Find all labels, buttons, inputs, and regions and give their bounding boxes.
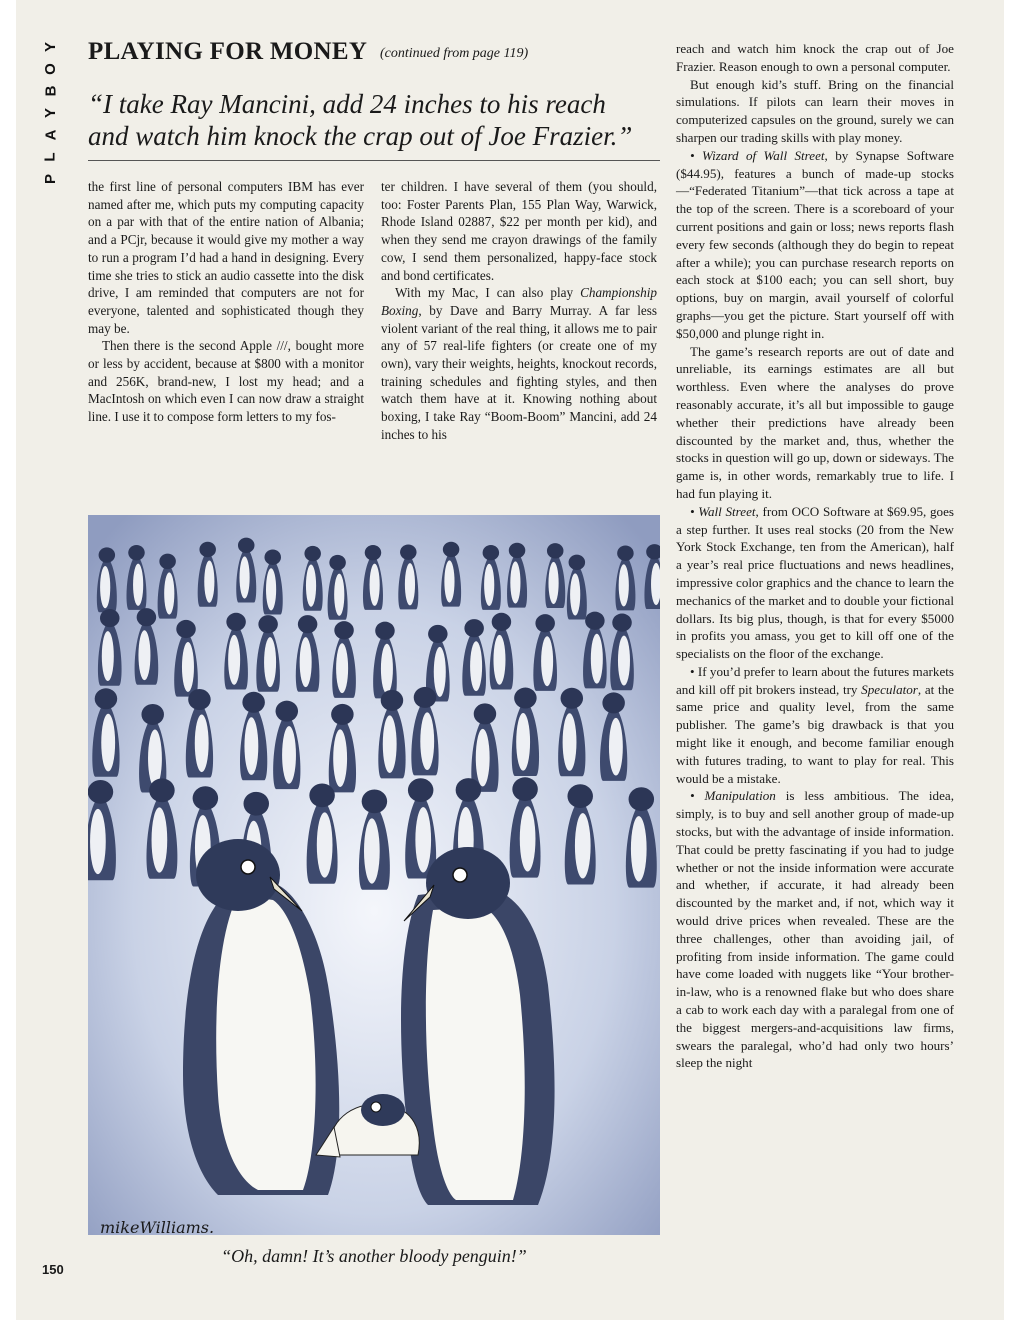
sidebar-letter: Y [41,107,59,119]
crowd-penguin-belly [101,714,115,772]
crowd-penguin-belly [266,568,276,610]
paragraph: ter children. I have several of them (you should, too: Foster Parents Plan, 155 Plan Way, Warwick, Rhode Island 02887, $22 per month per kid), and when they send me crayon drawings of the family cow, I send them personalized, happy-face stock and bond certificates. [381,179,657,283]
crowd-penguin-belly [148,729,162,787]
crowd-penguin-head [612,613,632,631]
crowd-penguin-head [88,780,113,804]
crowd-penguin-belly [138,630,150,680]
crowd-penguin-belly [591,634,603,684]
text-column-3 [676,40,954,1072]
crowd-penguin-head [569,555,586,570]
crowd-penguin-head [547,543,564,558]
crowd-penguin-belly [317,812,333,877]
crowd-penguin-head [381,690,404,711]
crowd-penguin-head [226,613,246,631]
crowd-penguin-head [629,787,655,811]
crowd-penguin-belly [619,564,629,606]
crowd-penguin-head [414,687,437,708]
crowd-penguin-belly [570,573,580,615]
paragraph: • If you’d prefer to learn about the futures markets and kill off pit brokers instead, try Speculator, at the same price and quality level, from the same publisher. The game’s big drawback is that you might like it enough, and become familiar enough with futures trading, to want to play for real. This would be a mistake. [676,663,954,786]
pull-quote [88,88,663,152]
crowd-penguin-head [258,615,278,633]
crowd-penguin-belly [370,564,380,606]
divider-rule [88,160,660,161]
sidebar-letter: P [41,173,59,185]
game-title: • Wizard of Wall Street [690,147,825,163]
sidebar-letter: Y [41,41,59,53]
crowd-penguin-head [567,784,593,808]
paragraph: But enough kid’s stuff. Bring on the financial simulations. If pilots can learn their moves in computerized capsules on the ground, surely we can sharpen our trading skills with play money. [676,76,954,145]
crowd-penguin-head [535,614,555,632]
crowd-penguin-belly [484,564,494,606]
paragraph: With my Mac, I can also play Championship Boxing, by Dave and Barry Murray. A far less violent variant of the real thing, it allows me to pair any of 57 real-life fighters (or create one of my own), vary their weights, heights, knockout records, training schedules and fighting styles, and then watch them have at it. Knowing nothing about boxing, I take Ray “Boom-Boom” Mancini, add 24 inches to his [381,285,657,442]
paragraph: • Wizard of Wall Street, by Synapse Software ($44.95), features a bunch of made-up stocks—“Federated Titanium”—that tick across a tape at the top of the screen. There is a scoreboard of your current positions and gain or loss; news reports flash every few seconds (although they do begin to repeat after a while); you can purchase research reports on each stock at $100 each; you can sell short, buy options, buy on margin, avail yourself of colorful graphs—you get the picture. Start yourself off with $50,000 and plunge right in. [676,147,954,341]
crowd-penguin-head [176,620,196,638]
crowd-penguin-head [408,778,434,802]
paragraph: the first line of personal computers IBM has ever named after me, which puts my computing capacity on a par with that of the entire nation of Albania; and a PCjr, because it would give my mother a way to run a program I’d had a hand in designing. Every time she tries to stick an audio cassette into the disk drive, I am reminded that computers are not for everyone, talented and sophisticated though they may be. [88,179,364,336]
crowd-penguin-belly [300,637,312,687]
text-column-2 [381,178,657,444]
text-column-1 [88,178,364,426]
crowd-penguin-head [428,625,448,643]
crowd-penguin-head [95,688,118,709]
game-title: Championship Boxing [381,285,657,318]
crowd-penguin-head [474,703,497,724]
artist-signature: mikeWilliams. [100,1218,215,1237]
crowd-penguin-belly [333,729,347,787]
paragraph: The game’s research reports are out of date and unreliable, its earnings estimates are all but worthless. Even where the analyses do prove reasonably accurate, it’s all but impossible to gauge whether their predictions have already been discounted by the market and, thus, whether the stocks in question will go up, down or sideways. The game is, in other words, remarkably true to life. I had fun playing it. [676,343,954,501]
crowd-penguin-belly [334,574,344,616]
crowd-penguin-head [514,688,537,709]
crowd-penguin-belly [90,809,106,874]
paragraph: Then there is the second Apple ///, bought more or less by accident, because at $800 with a monitor and 256K, brand-new, I lost my head; and a MacIntosh on which even I can now draw a straight line. I use it to compose form letters to my fos- [88,338,364,425]
crowd-penguin-belly [306,565,316,607]
page-number: 150 [42,1262,64,1277]
crowd-penguin-head [334,621,354,639]
crowd-penguin-belly [510,561,520,603]
paragraph: • Wall Street, from OCO Software at $69.95, goes a step further. It uses real stocks (20 from the New York Stock Exchange, ten from the American), half a year’s real price fluctuations and news headlines, impressive color graphics and the chance to learn the mechanics of the market and to double your fictional dollars. Its big plus, though, is that for every $5000 in profits you amass, you get to kill off one of the specialists on the floor of the exchange. [676,503,954,662]
crowd-penguin-head [483,545,500,560]
crowd-penguin-belly [133,564,143,606]
crowd-penguin-head [276,701,299,722]
crowd-penguin-belly [164,572,174,614]
crowd-penguin-head [329,555,346,570]
crowd-penguin-head [304,546,321,561]
cartoon-caption: “Oh, damn! It’s another bloody penguin!” [221,1246,527,1266]
crowd-penguin-belly [493,635,505,685]
crowd-penguin-belly [420,712,434,770]
crowd-penguin-belly [152,807,168,872]
crowd-penguin-belly [563,713,577,771]
continued-note: (continued from page 119) [380,46,529,61]
crowd-penguin-belly [516,713,530,771]
sidebar-letter: A [42,129,59,141]
crowd-penguin-belly [383,715,397,773]
crowd-penguin-head [159,554,176,569]
penguin-cartoon-illustration [88,515,660,1235]
crowd-penguin-head [99,547,116,562]
crowd-penguin-belly [476,729,490,787]
crowd-penguin-head [244,792,270,816]
crowd-penguin-belly [264,637,276,687]
crowd-penguin-belly [520,806,536,871]
crowd-penguin-belly [244,717,258,775]
crowd-penguin-head [242,692,265,713]
crowd-penguin-head [492,613,512,631]
game-title: • Manipulation [690,788,776,804]
sidebar-letter: O [41,63,59,75]
game-title: • Wall Street [690,503,756,519]
crowd-penguin-head [400,544,417,559]
magazine-name-vertical [40,36,62,190]
crowd-penguin-head [561,688,584,709]
crowd-penguin-head [128,545,145,560]
crowd-penguin-head [512,777,538,801]
crowd-penguin-head [375,622,395,640]
crowd-penguin-head [188,689,211,710]
crowd-penguin-head [602,692,625,713]
paragraph: reach and watch him knock the crap out of Joe Frazier. Reason enough to own a personal computer. [676,41,954,74]
crowd-penguin-belly [204,560,214,602]
crowd-penguin-head [238,538,255,553]
crowd-penguin-head [193,786,219,810]
pull-quote-line: “I take Ray Mancini, add 24 inches to his reach [88,89,606,119]
crowd-penguin-belly [470,641,482,691]
sidebar-letter: B [42,85,59,97]
crowd-penguin-head [362,789,388,813]
crowd-penguin-head [309,783,335,807]
crowd-penguin-belly [102,631,114,681]
crowd-penguin-belly [381,644,393,694]
crowd-penguin-belly [541,636,553,686]
crowd-penguin-belly [618,636,630,686]
paragraph: • Manipulation is less ambitious. The idea, simply, is to buy and sell another group of made-up stocks, but with the advantage of inside information. That could be pretty fascinating if you had to judge whether or not the inside information were accurate and whether, if accurate, it had already been discounted by the market and, if not, which way it would drive prices when revealed. These are the three challenges, other than avoiding jail, of profiting from inside information. The game could have come loaded with nuggets like “Your brother-in-law, who is a renowned flake but who does share a cab to work each day with a paralegal from one of the biggest mergers-and-acquisitions law firms, swears the paralegal, who’d had only two hours’ sleep the night [676,788,954,1071]
crowd-penguin-belly [548,562,558,604]
crowd-penguin-head [149,778,175,802]
crowd-penguin-belly [575,813,591,878]
crowd-penguin-belly [228,635,240,685]
crowd-penguin-head [100,609,120,627]
crowd-penguin-head [464,619,484,637]
crowd-penguin-belly [434,647,446,697]
crowd-penguin-head [509,543,525,558]
pull-quote-line: and watch him knock the crap out of Joe Frazier.” [88,121,633,151]
crowd-penguin-belly [336,643,348,693]
crowd-penguin-head [141,704,164,725]
crowd-penguin-head [137,608,157,626]
sidebar-letter: L [41,152,59,162]
crowd-penguin-head [585,612,605,630]
crowd-penguin-head [443,542,460,557]
crowd-penguin-belly [100,566,110,608]
crowd-penguin-belly [364,818,380,883]
crowd-penguin-head [264,550,281,565]
crowd-penguin-head [331,704,354,725]
crowd-penguin-head [199,542,216,557]
crowd-penguin-belly [240,556,250,598]
article-title: PLAYING FOR MONEY [88,38,368,65]
crowd-penguin-belly [195,715,209,773]
crowd-penguin-belly [415,807,431,872]
crowd-penguin-belly [609,718,623,776]
crowd-penguin-belly [631,816,647,881]
crowd-penguin-belly [182,642,194,692]
crowd-penguin-belly [444,560,454,602]
game-title: Speculator [861,681,918,697]
crowd-penguin-head [365,545,382,560]
crowd-penguin-belly [282,726,296,784]
crowd-penguin-head [617,546,634,561]
crowd-penguin-belly [405,563,415,605]
crowd-penguin-head [298,615,318,633]
crowd-penguin-head [456,778,482,802]
